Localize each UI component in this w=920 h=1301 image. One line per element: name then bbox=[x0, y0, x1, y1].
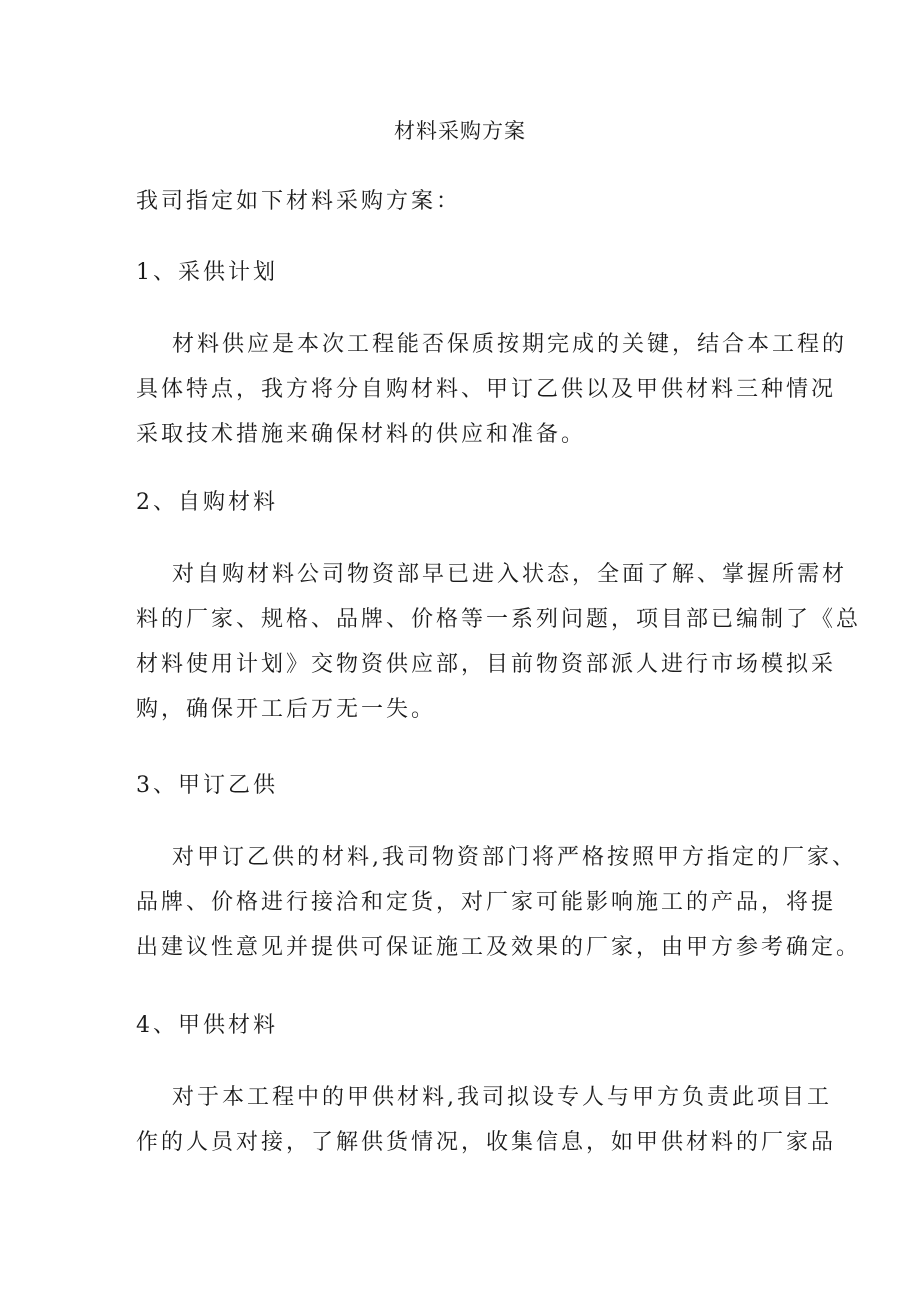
paragraph-line: 采取技术措施来确保材料的供应和准备。 bbox=[136, 422, 587, 447]
paragraph-line: 品牌、价格进行接洽和定货，对厂家可能影响施工的产品，将提 bbox=[136, 890, 837, 915]
paragraph-line: 材料使用计划》交物资供应部，目前物资部派人进行市场模拟采 bbox=[136, 652, 837, 677]
paragraph-line: 对自购材料公司物资部早已进入状态，全面了解、掌握所需材 bbox=[172, 562, 848, 587]
paragraph-line: 对于本工程中的甲供材料,我司拟设专人与甲方负责此项目工 bbox=[172, 1085, 832, 1110]
paragraph-line: 材料供应是本次工程能否保质按期完成的关键，结合本工程的 bbox=[172, 332, 848, 357]
paragraph-line: 出建议性意见并提供可保证施工及效果的厂家，由甲方参考确定。 bbox=[136, 935, 862, 960]
section-heading-2: 2、自购材料 bbox=[136, 490, 278, 515]
document-title: 材料采购方案 bbox=[394, 119, 526, 143]
section-heading-1: 1、采供计划 bbox=[136, 260, 278, 285]
paragraph-line: 购，确保开工后万无一失。 bbox=[136, 697, 437, 722]
section-paragraph-4 bbox=[136, 1075, 837, 1165]
section-heading-4: 4、甲供材料 bbox=[136, 1013, 278, 1038]
intro-text: 我司指定如下材料采购方案： bbox=[136, 189, 462, 214]
paragraph-line: 对甲订乙供的材料,我司物资部门将严格按照甲方指定的厂家、 bbox=[172, 845, 857, 870]
paragraph-line: 具体特点，我方将分自购材料、甲订乙供以及甲供材料三种情况 bbox=[136, 377, 837, 402]
section-paragraph-1 bbox=[136, 322, 848, 457]
section-paragraph-2 bbox=[136, 552, 862, 732]
paragraph-line: 作的人员对接，了解供货情况，收集信息，如甲供材料的厂家品 bbox=[136, 1130, 837, 1155]
paragraph-line: 料的厂家、规格、品牌、价格等一系列问题，项目部已编制了《总 bbox=[136, 607, 862, 632]
section-heading-3: 3、甲订乙供 bbox=[136, 773, 278, 798]
section-paragraph-3 bbox=[136, 835, 862, 970]
